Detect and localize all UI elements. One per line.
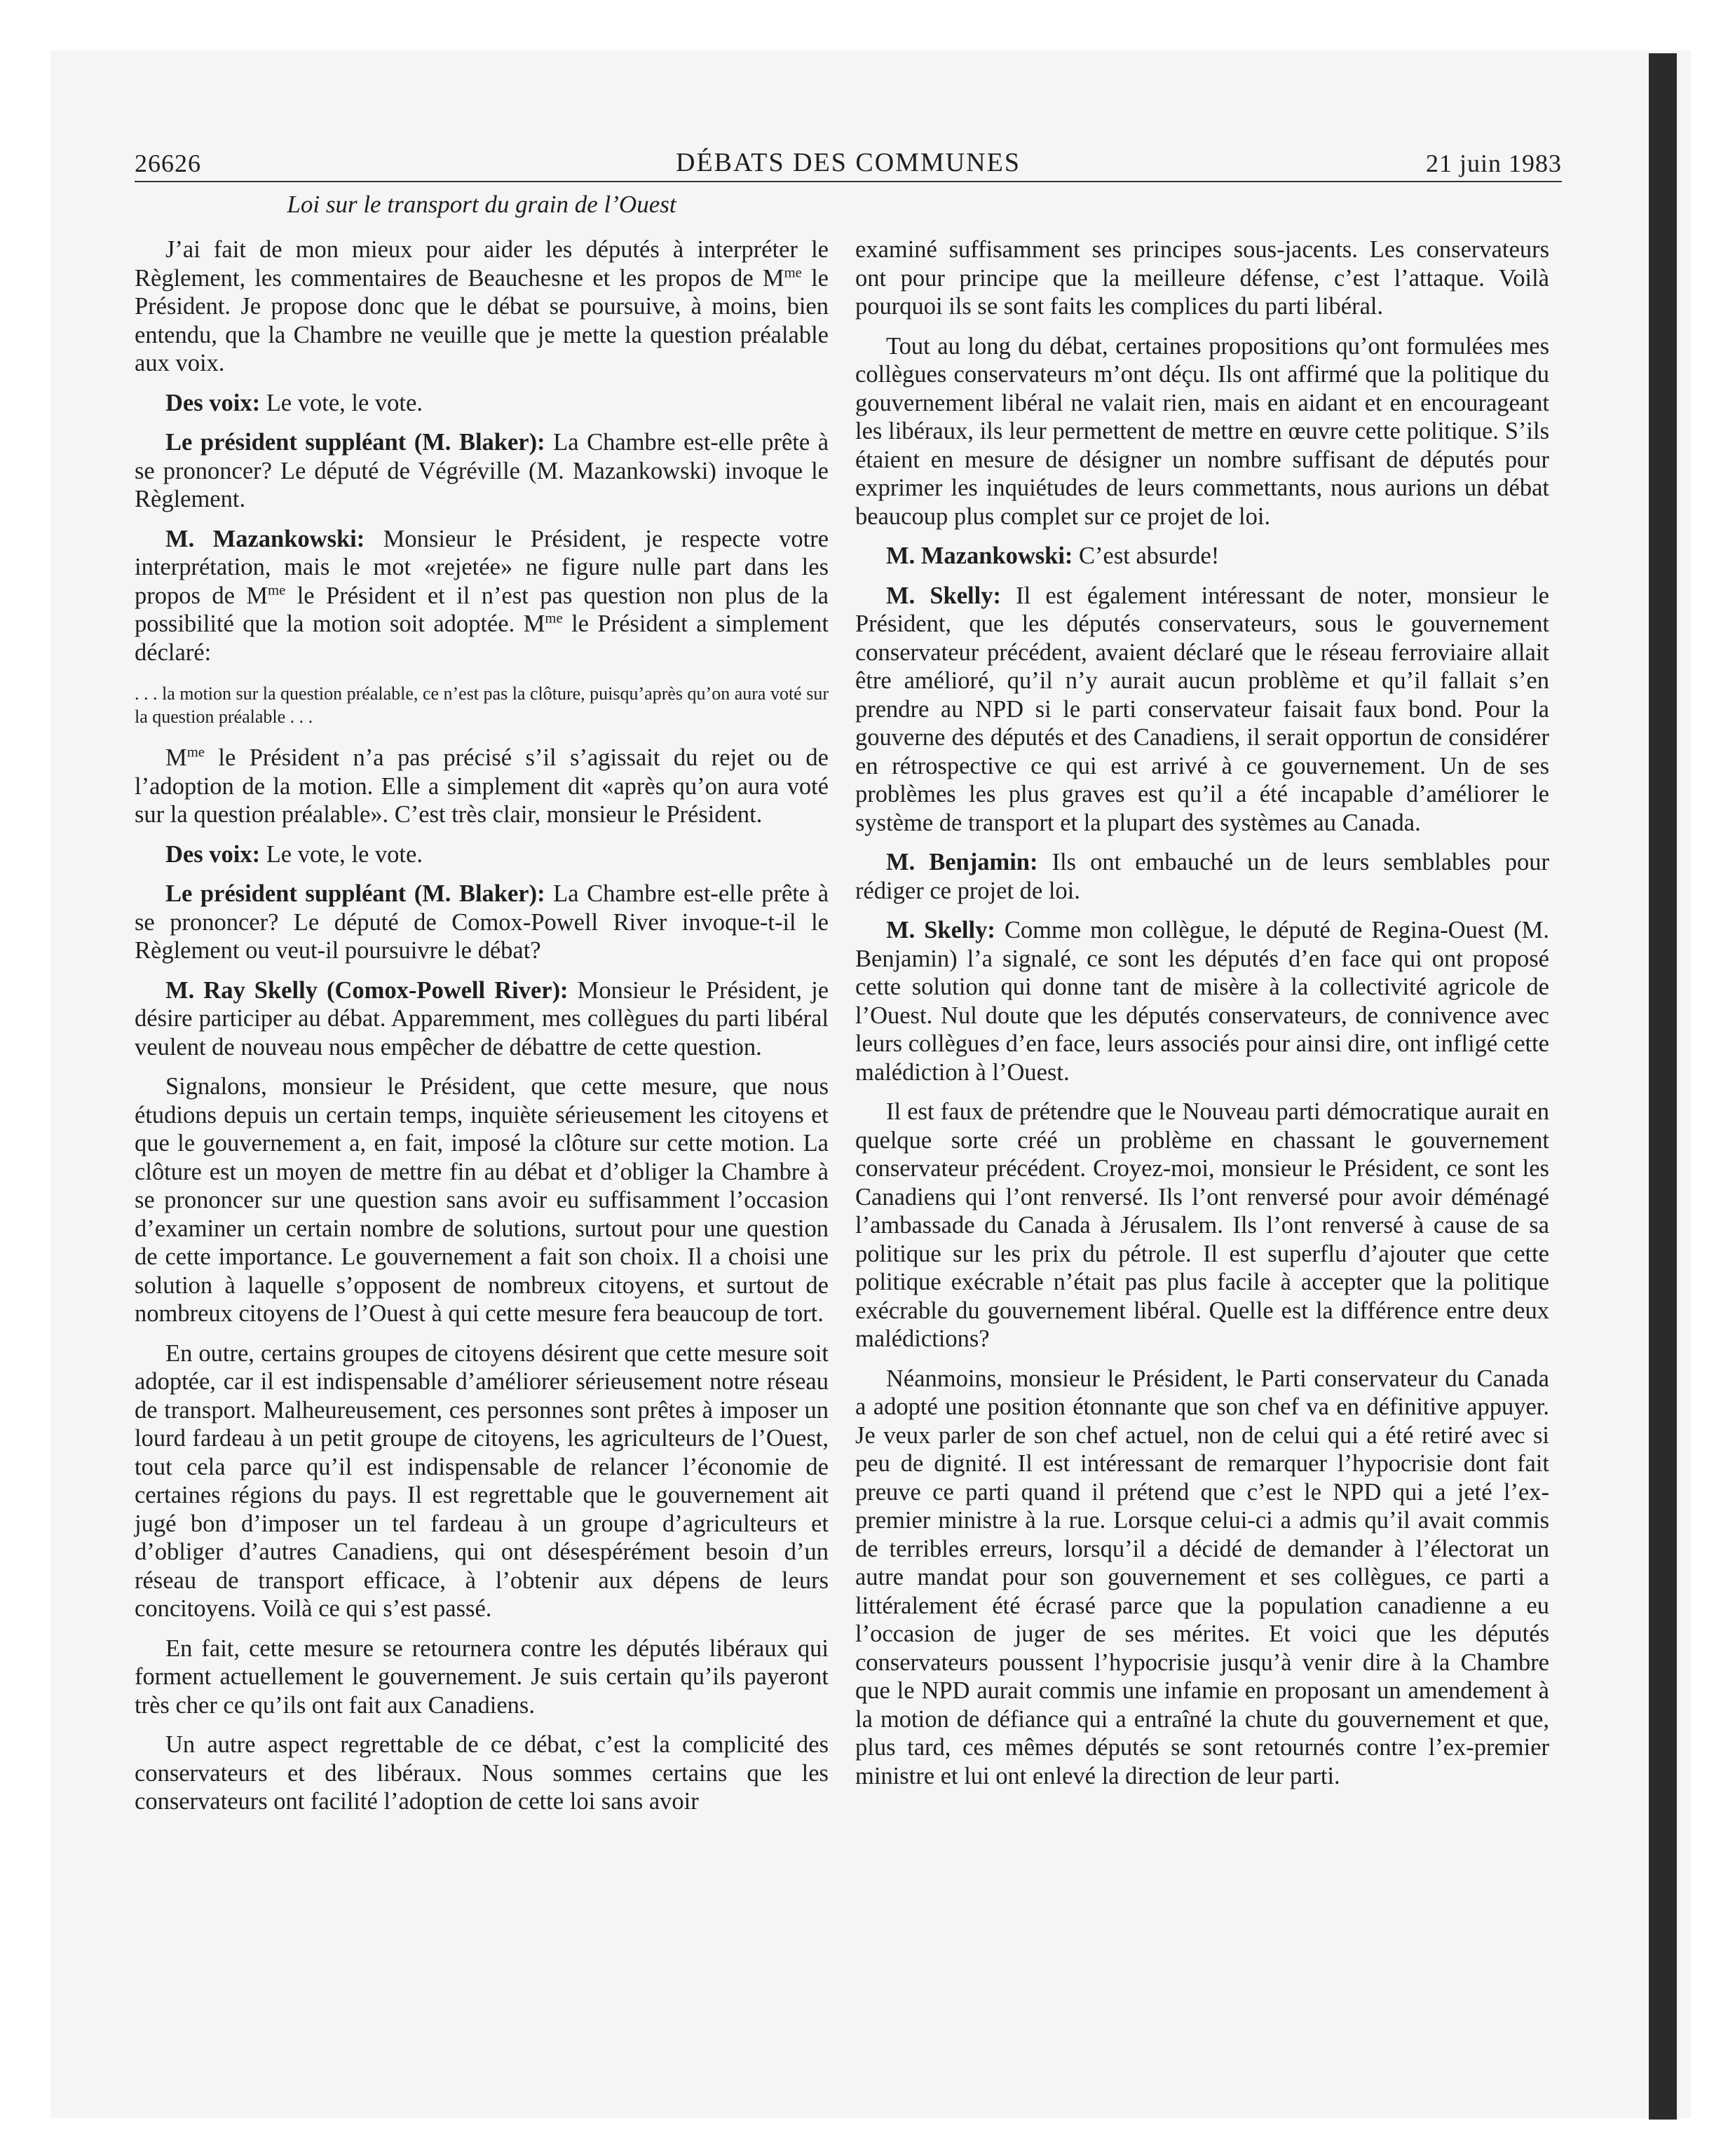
paragraph-text: Il est également intéressant de noter, monsieur le Président, que les députés conservateurs, sous le gouvernement conservateur précédent, avaient déclaré que le réseau ferroviaire allait être amélioré, qu’il n’y aurait aucun problème et qu’il fallait s’en prendre au NPD si le parti conservateur faisait faux bond. Pour la gouverne des députés et des Canadiens, il serait opportun de considérer en rétrospective ce qui est arrivé à ce gouvernement. Un de ses problèmes les plus graves est qu’il a été incapable d’améliorer le système de transport et la plupart des systèmes au Canada.	[855, 582, 1549, 836]
speaker-name: M. Benjamin:	[886, 849, 1038, 875]
publication-title: DÉBATS DES COMMUNES	[676, 148, 1021, 177]
left-column	[135, 236, 829, 1827]
paragraph-text: $M^{me}$ le Président n’a pas précisé s’il s’agissait du rejet ou de l’adoption de la motion. Elle a simplement dit «après qu’on aura voté sur la question préalable». C’est très clair, monsieur le Président.	[135, 744, 829, 828]
paragraph	[135, 840, 829, 869]
paragraph	[855, 582, 1549, 838]
paragraph-text: La Chambre est-elle prête à se prononcer? Le député de Comox-Powell River invoque-t-il le Règlement ou veut-il poursuivre le débat?	[135, 880, 829, 964]
paragraph	[855, 1365, 1549, 1791]
paragraph-text: En fait, cette mesure se retournera contre les députés libéraux qui forment actuellement le gouvernement. Je suis certain qu’ils payeront très cher ce qu’ils ont fait aux Canadiens.	[135, 1635, 829, 1719]
speaker-name: M. Mazankowski:	[886, 543, 1073, 569]
page-header	[135, 139, 1562, 182]
speaker-name: M. Ray Skelly (Comox-Powell River):	[165, 976, 569, 1004]
paragraph	[855, 332, 1549, 531]
paragraph-text: Signalons, monsieur le Président, que cette mesure, que nous étudions depuis un certain temps, inquiète sérieusement les citoyens et que le gouvernement a, en fait, imposé la clôture sur cette motion. La clôture est un moyen de mettre fin au débat et d’obliger la Chambre à se prononcer sur une question sans avoir eu suffisamment l’occasion d’examiner un certain nombre de solutions, surtout pour une question de cette importance. Le gouvernement a fait son choix. Il a choisi une solution à laquelle s’opposent de nombreux citoyens, et surtout de nombreux citoyens de l’Ouest à qui cette mesure fera beaucoup de tort.	[135, 1073, 829, 1327]
paragraph-text: En outre, certains groupes de citoyens désirent que cette mesure soit adoptée, car il est indispensable d’améliorer sérieusement notre réseau de transport. Malheureusement, ces personnes sont prêtes à imposer un lourd fardeau à un petit groupe de citoyens, les agriculteurs de l’Ouest, tout cela parce qu’il est indispensable de relancer l’économie de certaines régions du pays. Il est regrettable que le gouvernement ait jugé bon d’imposer un tel fardeau à un groupe d’agriculteurs et d’obliger d’autres Canadiens, qui ont désespérément besoin d’un réseau de transport efficace, à l’obtenir aux dépens de leurs concitoyens. Voilà ce qui s’est passé.	[135, 1339, 829, 1622]
page-number: 26626	[135, 149, 201, 177]
speaker-name: Des voix:	[165, 840, 261, 868]
scan-edge-bar	[1649, 53, 1677, 2120]
paragraph-text: La Chambre est-elle prête à se prononcer? Le député de Végréville (M. Mazankowski) invoque le Règlement.	[135, 429, 829, 512]
paragraph-text: Tout au long du débat, certaines propositions qu’ont formulées mes collègues conservateurs m’ont déçu. Ils ont affirmé que la politique du gouvernement libéral ne valait rien, mais en aidant et en encourageant les libéraux, ils leur permettent de mettre en œuvre cette politique. S’ils étaient en mesure de désigner un nombre suffisant de députés pour exprimer les inquiétudes de leurs commettants, nous aurions un débat beaucoup plus complet sur ce projet de loi.	[855, 332, 1549, 530]
block-quote	[135, 682, 829, 728]
paragraph	[135, 1635, 829, 1720]
paragraph	[855, 236, 1549, 321]
paragraph	[855, 1098, 1549, 1353]
paragraph-text: Ils ont embauché un de leurs semblables pour rédiger ce projet de loi.	[855, 849, 1549, 904]
paragraph-text: Le vote, le vote.	[266, 389, 423, 416]
paragraph	[135, 1072, 829, 1328]
paragraph	[135, 236, 829, 378]
paragraph	[855, 542, 1549, 571]
paragraph	[855, 916, 1549, 1086]
speaker-name: M. Skelly:	[886, 582, 1001, 609]
right-column	[855, 236, 1549, 1801]
speaker-name: Le président suppléant (M. Blaker):	[165, 880, 545, 907]
paragraph	[135, 1731, 829, 1816]
paragraph-text: Comme mon collègue, le député de Regina-Ouest (M. Benjamin) l’a signalé, ce sont les députés d’en face qui ont proposé cette solution qui donne tant de misère à la collectivité agricole de l’Ouest. Nul doute que les députés conservateurs, de connivence avec leurs collègues d’en face, leurs associés pour ainsi dire, ont infligé cette malédiction à l’Ouest.	[855, 917, 1549, 1086]
paragraph-text: J’ai fait de mon mieux pour aider les députés à interpréter le Règlement, les commentaires de Beauchesne et les propos de $M^{me}$ le Président. Je propose donc que le débat se poursuive, à moins, bien entendu, que la Chambre ne veuille que je mette la question préalable aux voix.	[135, 236, 829, 376]
paragraph	[135, 880, 829, 965]
speaker-name: Le président suppléant (M. Blaker):	[165, 429, 545, 456]
publication-date: 21 juin 1983	[1425, 149, 1562, 177]
paragraph-text: C’est absurde!	[1079, 543, 1220, 569]
paragraph-text: examiné suffisamment ses principes sous-jacents. Les conservateurs ont pour principe que la meilleure défense, c’est l’attaque. Voilà pourquoi ils se sont faits les complices du parti libéral.	[855, 236, 1549, 320]
paragraph	[135, 976, 829, 1062]
paragraph	[855, 848, 1549, 905]
paragraph	[135, 1339, 829, 1623]
paragraph-text: Il est faux de prétendre que le Nouveau parti démocratique aurait en quelque sorte créé un problème en chassant le gouvernement conservateur précédent. Croyez-moi, monsieur le Président, ce sont les Canadiens qui l’ont renversé. Ils l’ont renversé pour avoir déménagé l’ambassade du Canada à Jérusalem. Ils l’ont renversé à cause de sa politique sur les prix du pétrole. Il est superflu d’ajouter que cette politique exécrable n’était pas plus facile à accepter que la politique exécrable du gouvernement libéral. Quelle est la différence entre deux malédictions?	[855, 1098, 1549, 1352]
paragraph-text: Néanmoins, monsieur le Président, le Parti conservateur du Canada a adopté une position étonnante que son chef va en définitive appuyer. Je veux parler de son chef actuel, non de celui qui a été retiré avec si peu de dignité. Il est intéressant de remarquer l’hypocrisie dont fait preuve ce parti quand il prétend que c’est le NPD qui a jeté l’ex-premier ministre à la rue. Lorsque celui-ci a admis qu’il avait commis de terribles erreurs, lorsqu’il a décidé de demander à l’électorat un autre mandat pour son gouvernement et ses collègues, ce parti a littéralement été écrasé parce que la population canadienne a eu l’occasion de juger de ses mérites. Et voici que les députés conservateurs poussent l’hypocrisie jusqu’à venir dire à la Chambre que le NPD aurait commis une infamie en proposant un amendement à la motion de défiance qui a entraîné la chute du gouvernement et que, plus tard, ces mêmes députés se sont retournés contre l’ex-premier ministre et lui ont enlevé la direction de leur parti.	[855, 1365, 1549, 1789]
paragraph	[135, 428, 829, 514]
speaker-name: M. Mazankowski:	[165, 525, 365, 552]
speaker-name: Des voix:	[165, 389, 261, 416]
paragraph-text: Le vote, le vote.	[266, 840, 423, 868]
paragraph	[135, 389, 829, 418]
speaker-name: M. Skelly:	[886, 917, 995, 943]
paragraph	[135, 744, 829, 829]
paragraph-text: Monsieur le Président, je respecte votre interprétation, mais le mot «rejetée» ne figure nulle part dans les propos de $M^{me}$ le Président et il n’est pas question non plus de la possibilité que la motion soit adoptée. $M^{me}$ le Président a simplement déclaré:	[135, 525, 829, 666]
paragraph	[135, 525, 829, 667]
paragraph-text: Un autre aspect regrettable de ce débat, c’est la complicité des conservateurs et des libéraux. Nous sommes certains que les conservateurs ont facilité l’adoption de cette loi sans avoir	[135, 1731, 829, 1815]
paragraph-text: . . . la motion sur la question préalable, ce n’est pas la clôture, puisqu’après qu’on aura voté sur la question préalable . . .	[135, 683, 829, 727]
running-title: Loi sur le transport du grain de l’Ouest	[287, 191, 676, 218]
paragraph-text: Monsieur le Président, je désire participer au débat. Apparemment, mes collègues du parti libéral veulent de nouveau nous empêcher de débattre de cette question.	[135, 976, 829, 1060]
